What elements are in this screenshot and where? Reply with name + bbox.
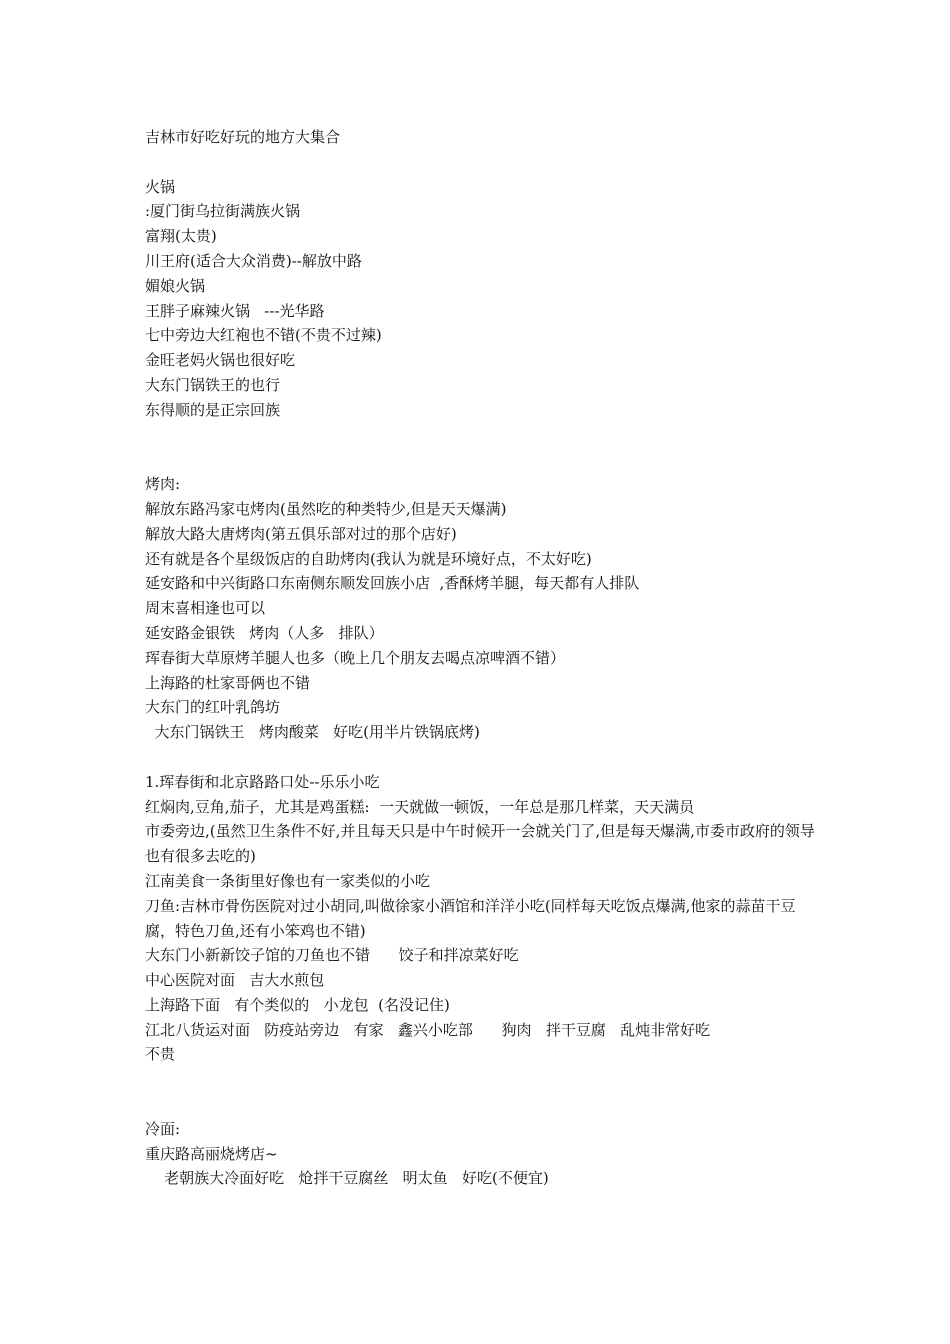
snack-item: 大东门小新新饺子馆的刀鱼也不错 饺子和拌凉菜好吃 bbox=[145, 946, 519, 965]
document-page bbox=[145, 125, 825, 1191]
cold-noodles-heading: 冷面: bbox=[145, 1119, 181, 1138]
document-title: 吉林市好吃好玩的地方大集合 bbox=[145, 128, 341, 146]
hotpot-heading: 火锅 bbox=[145, 177, 176, 196]
hotpot-item: 富翔(太贵) bbox=[145, 227, 217, 246]
spacer bbox=[145, 150, 825, 175]
bbq-item: 解放大路大唐烤肉(第五俱乐部对过的那个店好) bbox=[145, 524, 457, 543]
bbq-item: 大东门锅铁王 烤肉酸菜 好吃(用半片铁锅底烤) bbox=[145, 723, 480, 742]
snack-item: 刀鱼:吉林市骨伤医院对过小胡同,叫做徐家小酒馆和洋洋小吃(同样每天吃饭点爆满,他家的蒜苗干豆腐，特色刀鱼,还有小笨鸡也不错) bbox=[145, 896, 796, 940]
bbq-item: 延安路金银铁 烤肉（人多 排队） bbox=[145, 623, 384, 642]
spacer bbox=[145, 447, 825, 472]
bbq-item: 解放东路冯家屯烤肉(虽然吃的种类特少,但是天天爆满) bbox=[145, 499, 507, 518]
cold-noodles-item: 老朝族大冷面好吃 炝拌干豆腐丝 明太鱼 好吃(不便宜) bbox=[145, 1169, 549, 1188]
bbq-item: 上海路的杜家哥俩也不错 bbox=[145, 673, 311, 692]
hotpot-item: :厦门街乌拉街满族火锅 bbox=[145, 202, 301, 221]
bbq-item: 延安路和中兴街路口东南侧东顺发回族小店 ,香酥烤羊腿，每天都有人排队 bbox=[145, 574, 640, 593]
spacer bbox=[145, 1067, 825, 1092]
snack-item: 市委旁边,(虽然卫生条件不好,并且每天只是中午时候开一会就关门了,但是每天爆满,市委市政府的领导也有很多去吃的) bbox=[145, 822, 815, 866]
snack-item: 上海路下面 有个类似的 小龙包 (名没记住) bbox=[145, 995, 450, 1014]
bbq-item: 还有就是各个星级饭店的自助烤肉(我认为就是环境好点，不太好吃) bbox=[145, 549, 592, 568]
hotpot-item: 媚娘火锅 bbox=[145, 276, 206, 295]
spacer bbox=[145, 1092, 825, 1117]
spacer bbox=[145, 745, 825, 770]
hotpot-item: 川王府(适合大众消费)--解放中路 bbox=[145, 251, 362, 270]
hotpot-item: 东得顺的是正宗回族 bbox=[145, 400, 281, 419]
hotpot-item: 王胖子麻辣火锅 ---光华路 bbox=[145, 301, 325, 320]
bbq-heading: 烤肉: bbox=[145, 475, 181, 494]
bbq-item: 珲春街大草原烤羊腿人也多（晚上几个朋友去喝点凉啤酒不错） bbox=[145, 648, 566, 667]
hotpot-item: 七中旁边大红袍也不错(不贵不过辣) bbox=[145, 326, 382, 345]
cold-noodles-item: 重庆路高丽烧烤店~ bbox=[145, 1144, 278, 1163]
snack-item: 红焖肉,豆角,茄子，尤其是鸡蛋糕: 一天就做一顿饭，一年总是那几样菜，天天满员 bbox=[145, 797, 695, 816]
bbq-item: 周末喜相逢也可以 bbox=[145, 599, 266, 618]
hotpot-item: 大东门锅铁王的也行 bbox=[145, 375, 281, 394]
snack-item: 1.珲春街和北京路路口处--乐乐小吃 bbox=[145, 772, 380, 791]
spacer bbox=[145, 423, 825, 448]
bbq-item: 大东门的红叶乳鸽坊 bbox=[145, 698, 281, 717]
snack-item: 不贵 bbox=[145, 1045, 176, 1064]
hotpot-item: 金旺老妈火锅也很好吃 bbox=[145, 351, 296, 370]
snack-item: 江南美食一条街里好像也有一家类似的小吃 bbox=[145, 871, 431, 890]
snack-item: 江北八货运对面 防疫站旁边 有家 鑫兴小吃部 狗肉 拌干豆腐 乱炖非常好吃 bbox=[145, 1020, 711, 1039]
snack-item: 中心医院对面 吉大水煎包 bbox=[145, 971, 325, 990]
